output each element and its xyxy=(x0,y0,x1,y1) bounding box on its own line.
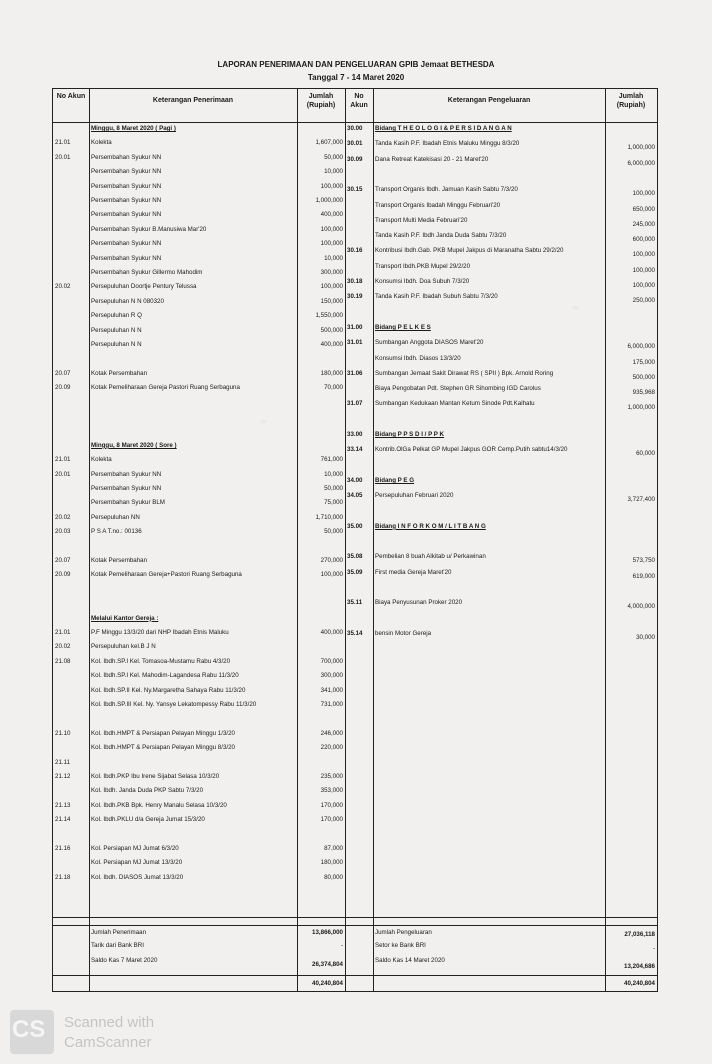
pengeluaran-amount: 100,000 xyxy=(632,266,655,274)
pengeluaran-amount: 30,000 xyxy=(636,633,655,641)
penerimaan-amount: 341,000 xyxy=(320,686,343,694)
pengeluaran-amount: 6,000,000 xyxy=(627,159,655,167)
pengeluaran-amount: 245,000 xyxy=(632,220,655,228)
header-no-akun-right: No Akun xyxy=(350,93,368,109)
penerimaan-amount: 353,000 xyxy=(320,787,343,795)
pengeluaran-amount: 175,000 xyxy=(632,358,655,366)
penerimaan-description: Kol. Ibdh.SP.I Kel. Mahodim-Lagandesa Rabu 11/3/20 xyxy=(91,672,239,680)
penerimaan-description: Persepuluhan N N 080320 xyxy=(91,297,164,305)
akun-number: 20.09 xyxy=(55,384,71,392)
pengeluaran-amount: 619,000 xyxy=(632,572,655,580)
report-date: Tanggal 7 - 14 Maret 2020 xyxy=(307,73,405,82)
akun-number: 31.07 xyxy=(347,400,363,408)
grand-total-left: 40,240,804 xyxy=(312,980,343,987)
penerimaan-amount: 180,000 xyxy=(320,859,343,867)
akun-number: 21.13 xyxy=(55,801,71,809)
stamp-mark: ▭ xyxy=(261,419,266,425)
akun-number: 20.02 xyxy=(55,513,71,521)
akun-number: 33.14 xyxy=(347,446,363,454)
akun-number: 20.07 xyxy=(55,557,71,564)
penerimaan-amount: 100,000 xyxy=(320,182,343,190)
summary-value: - xyxy=(340,942,343,949)
akun-number: 20.01 xyxy=(55,153,71,161)
penerimaan-description: Kotak Pemeliharaan Gereja Pastori Ruang Serbaguna xyxy=(91,384,240,392)
pengeluaran-amount: 100,000 xyxy=(632,251,655,259)
grand-total-right: 40,240,804 xyxy=(624,980,655,987)
akun-number: 20.03 xyxy=(55,528,71,536)
penerimaan-description: P.F Minggu 13/3/20 dari NHP Ibadah Etnis Maluku xyxy=(91,629,229,636)
akun-number: 30.18 xyxy=(347,278,363,285)
akun-number: 35.00 xyxy=(347,522,363,530)
pengeluaran-amount: 600,000 xyxy=(632,236,655,244)
penerimaan-amount: 400,000 xyxy=(320,629,343,636)
penerimaan-description: Kotak Persembahan xyxy=(91,369,148,377)
akun-number: 35.09 xyxy=(347,568,363,576)
penerimaan-description: Persembahan Syukur B.Manusiwa Mar'20 xyxy=(91,225,207,233)
summary-value: 27,036,118 xyxy=(624,931,655,938)
penerimaan-amount: 180,000 xyxy=(320,369,343,377)
penerimaan-description: Persembahan Syukur NN xyxy=(91,211,162,219)
penerimaan-amount: 1,710,000 xyxy=(315,513,343,521)
akun-number: 35.11 xyxy=(347,599,363,607)
pengeluaran-amount: 935,968 xyxy=(632,389,655,397)
report-title: LAPORAN PENERIMAAN DAN PENGELUARAN GPIB Jemaat BETHESDA xyxy=(217,60,495,69)
penerimaan-description: Minggu, 8 Maret 2020 ( Pagi ) xyxy=(91,125,176,132)
penerimaan-description: Persembahan Syukur NN xyxy=(91,254,162,262)
pengeluaran-amount: 250,000 xyxy=(632,297,655,305)
penerimaan-description: Persepuluhan R Q xyxy=(91,312,142,320)
akun-number: 20.09 xyxy=(55,571,71,579)
penerimaan-amount: 246,000 xyxy=(320,729,343,737)
penerimaan-description: Persembahan Syukur NN xyxy=(91,153,162,161)
pengeluaran-description: bensin Motor Gereja xyxy=(375,629,432,637)
pengeluaran-description: Tanda Kasih P.F. Ibadah Etnis Maluku Minggu 8/3/20 xyxy=(375,140,520,148)
penerimaan-description: Kol. Ibdh.HMPT & Persiapan Pelayan Minggu 8/3/20 xyxy=(91,744,236,752)
penerimaan-amount: 75,000 xyxy=(324,499,343,507)
akun-number: 30.00 xyxy=(347,125,363,132)
header-jumlah-right: Jumlah (Rupiah) xyxy=(616,93,646,109)
penerimaan-description: Kol. Ibdh.SP.I Kel. Tomasoa-Mustamu Rabu 4/3/20 xyxy=(91,657,231,665)
akun-number: 34.05 xyxy=(347,492,363,500)
akun-number: 21.18 xyxy=(55,873,71,881)
pengeluaran-amount: 1,000,000 xyxy=(627,404,655,412)
akun-number: 35.14 xyxy=(347,629,363,637)
penerimaan-amount: 87,000 xyxy=(324,845,343,852)
penerimaan-amount: 100,000 xyxy=(320,225,343,233)
penerimaan-description: Kol. Persiapan MJ Jumat 6/3/20 xyxy=(91,845,179,852)
akun-number: 35.08 xyxy=(347,553,363,561)
penerimaan-description: Persembahan Syukur Gillermo Mahodim xyxy=(91,269,203,276)
penerimaan-amount: 10,000 xyxy=(324,168,343,176)
penerimaan-description: Kol. Ibdh.HMPT & Persiapan Pelayan Minggu 1/3/20 xyxy=(91,729,236,737)
penerimaan-description: Kotak Pemeliharaan Gereja+Pastori Ruang Serbaguna xyxy=(91,571,242,579)
penerimaan-description: Kol. Persiapan MJ Jumat 13/3/20 xyxy=(91,859,183,867)
penerimaan-description: Kol. Ibdh.SP.III Kel. Ny. Yansye Lekatompessy Rabu 11/3/20 xyxy=(91,701,257,708)
header-keterangan-pengeluaran: Keterangan Pengeluaran xyxy=(447,97,531,104)
akun-number: 21.10 xyxy=(55,729,71,737)
pengeluaran-amount: 100,000 xyxy=(632,282,655,289)
penerimaan-amount: 400,000 xyxy=(320,341,343,348)
akun-number: 30.19 xyxy=(347,293,363,301)
penerimaan-amount: 70,000 xyxy=(324,384,343,392)
penerimaan-description: Kol. Ibdh.PKLU d/a Gereja Jumat 15/3/20 xyxy=(91,816,205,824)
penerimaan-amount: 100,000 xyxy=(320,283,343,291)
report-table xyxy=(52,88,658,992)
akun-number: 21.01 xyxy=(55,629,71,636)
akun-number: 20.02 xyxy=(55,643,71,651)
penerimaan-description: Kol. Ibdh. DIASOS Jumat 13/3/20 xyxy=(91,873,184,881)
pengeluaran-description: First media Gereja Maret'20 xyxy=(375,568,452,576)
pengeluaran-description: Bidang P E L K E S xyxy=(375,323,431,331)
akun-number: 31.01 xyxy=(347,339,363,347)
penerimaan-description: Kol. Ibdh. Janda Duda PKP Sabtu 7/3/20 xyxy=(91,787,204,795)
summary-label: Tarik dari Bank BRI xyxy=(91,942,144,949)
penerimaan-description: Minggu, 8 Maret 2020 ( Sore ) xyxy=(91,441,177,449)
penerimaan-description: Kol. Ibdh.PKP Ibu Irene Sijabat Selasa 10/3/20 xyxy=(91,773,220,780)
pengeluaran-amount: 573,750 xyxy=(632,557,655,565)
pengeluaran-description: Konsumsi Ibdh. Doa Subuh 7/3/20 xyxy=(375,278,470,285)
pengeluaran-description: Transport Ibdh.PKB Mupel 29/2/20 xyxy=(375,262,471,270)
summary-label: Saldo Kas 7 Maret 2020 xyxy=(91,957,158,964)
akun-number: 21.11 xyxy=(55,758,71,766)
akun-number: 20.07 xyxy=(55,369,71,377)
watermark-line1: Scanned with xyxy=(64,1014,155,1031)
pengeluaran-description: Bidang I N F O R K O M / L I T B A N G xyxy=(375,522,486,530)
akun-number: 20.02 xyxy=(55,283,71,291)
watermark-line2: CamScanner xyxy=(64,1034,152,1051)
penerimaan-amount: 50,000 xyxy=(324,528,343,536)
penerimaan-amount: 1,000,000 xyxy=(315,197,343,204)
penerimaan-amount: 80,000 xyxy=(324,873,343,881)
pengeluaran-description: Kontrib.OlGa Pelkat GP Mupel Jakpus GOR Cemp.Putih sabtu14/3/20 xyxy=(375,446,568,454)
penerimaan-amount: 300,000 xyxy=(320,269,343,276)
penerimaan-description: Persembahan Syukur NN xyxy=(91,470,162,478)
penerimaan-amount: 400,000 xyxy=(320,211,343,219)
akun-number: 21.12 xyxy=(55,773,71,780)
akun-number: 21.01 xyxy=(55,139,71,147)
akun-number: 20.01 xyxy=(55,470,71,478)
penerimaan-amount: 1,607,000 xyxy=(315,139,343,147)
akun-number: 21.01 xyxy=(55,456,71,464)
penerimaan-amount: 100,000 xyxy=(320,571,343,579)
pengeluaran-amount: 60,000 xyxy=(636,450,655,458)
penerimaan-description: Kolekta xyxy=(91,139,112,147)
penerimaan-amount: 150,000 xyxy=(320,297,343,305)
pengeluaran-description: Sumbangan Anggota DIASOS Maret'20 xyxy=(375,339,484,347)
penerimaan-amount: 300,000 xyxy=(320,672,343,680)
pengeluaran-description: Biaya Penyusunan Proker 2020 xyxy=(375,599,463,607)
penerimaan-description: Persepuluhan NN xyxy=(91,513,140,521)
penerimaan-amount: 10,000 xyxy=(324,470,343,478)
penerimaan-amount: 50,000 xyxy=(324,485,343,492)
penerimaan-description: Melalui Kantor Gereja : xyxy=(91,614,159,622)
pengeluaran-description: Sumbangan Jemaat Sakit Dirawat RS ( SPII ) Bpk. Arnold Roring xyxy=(375,369,554,377)
pengeluaran-amount: 4,000,000 xyxy=(627,603,655,611)
pengeluaran-amount: 650,000 xyxy=(632,205,655,213)
pengeluaran-description: Tanda Kasih P.F. Ibadah Subuh Sabtu 7/3/20 xyxy=(375,293,498,301)
pengeluaran-description: Transport Organis Ibadah Minggu Februari'20 xyxy=(375,201,501,209)
summary-label: Jumlah Penerimaan xyxy=(91,929,147,936)
akun-number: 21.08 xyxy=(55,657,71,665)
akun-number: 30.16 xyxy=(347,247,363,255)
akun-number: 30.15 xyxy=(347,186,363,194)
penerimaan-description: Kolekta xyxy=(91,456,112,464)
header-jumlah-left: Jumlah (Rupiah) xyxy=(306,93,336,109)
penerimaan-amount: 500,000 xyxy=(320,326,343,334)
penerimaan-amount: 50,000 xyxy=(324,153,343,161)
summary-label: Jumlah Pengeluaran xyxy=(375,929,432,936)
pengeluaran-description: Pembelian 8 buah Alkitab u/ Perkawinan xyxy=(375,553,486,561)
penerimaan-description: Kol. Ibdh.SP.II Kel. Ny.Margaretha Sahaya Rabu 11/3/20 xyxy=(91,686,246,694)
akun-number: 30.01 xyxy=(347,140,363,148)
penerimaan-description: Persepuluhan N N xyxy=(91,341,142,348)
penerimaan-amount: 10,000 xyxy=(324,254,343,262)
pengeluaran-amount: 500,000 xyxy=(632,373,655,381)
pengeluaran-description: Transport Organis Ibdh. Jamuan Kasih Sabtu 7/3/20 xyxy=(375,186,518,194)
pengeluaran-description: Biaya Pengobatan Pdt. Stephen GR Sihombing IGD Carolus xyxy=(375,385,541,393)
akun-number: 33.00 xyxy=(347,431,363,438)
penerimaan-amount: 220,000 xyxy=(320,744,343,752)
header-no-akun-left: No Akun xyxy=(56,93,86,100)
penerimaan-description: Persepuluhan N N xyxy=(91,326,142,334)
summary-label: Saldo Kas 14 Maret 2020 xyxy=(375,957,445,964)
camscanner-logo-text: CS xyxy=(12,1016,46,1043)
penerimaan-description: Persembahan Syukur NN xyxy=(91,197,162,204)
pengeluaran-amount: 100,000 xyxy=(632,190,655,198)
pengeluaran-description: Sumbangan Kedukaan Mantan Ketum Sinode Pdt.Kalhatu xyxy=(375,400,535,408)
penerimaan-description: Persepuluhan Doortje Pentury Telussa xyxy=(91,283,197,291)
penerimaan-amount: 170,000 xyxy=(320,801,343,809)
penerimaan-amount: 270,000 xyxy=(320,557,343,564)
summary-value: - xyxy=(652,945,655,952)
akun-number: 21.14 xyxy=(55,816,71,824)
pengeluaran-description: Transport Multi Media Februari'20 xyxy=(375,216,468,224)
penerimaan-amount: 700,000 xyxy=(320,657,343,665)
penerimaan-amount: 761,000 xyxy=(320,456,343,464)
pengeluaran-description: Bidang P E G xyxy=(375,476,415,484)
penerimaan-description: Persembahan Syukur NN xyxy=(91,485,162,492)
pengeluaran-amount: 6,000,000 xyxy=(627,343,655,351)
summary-value: 13,866,000 xyxy=(312,929,343,936)
pengeluaran-amount: 1,000,000 xyxy=(627,144,655,152)
header-keterangan-penerimaan: Keterangan Penerimaan xyxy=(152,97,234,104)
pengeluaran-amount: 3,727,400 xyxy=(627,496,655,504)
akun-number: 31.00 xyxy=(347,323,363,331)
penerimaan-description: Kol. Ibdh.PKB Bpk. Henry Manalu Selasa 10/3/20 xyxy=(91,801,227,809)
akun-number: 21.16 xyxy=(55,845,71,852)
penerimaan-description: Persembahan Syukur NN xyxy=(91,168,162,176)
penerimaan-amount: 235,000 xyxy=(320,773,343,780)
penerimaan-description: P S A T.no.: 00136 xyxy=(91,528,142,536)
akun-number: 31.06 xyxy=(347,369,363,377)
penerimaan-amount: 1,550,000 xyxy=(315,312,343,320)
summary-value: 13,204,686 xyxy=(624,963,655,970)
penerimaan-description: Persembahan Syukur BLM xyxy=(91,499,165,507)
penerimaan-amount: 731,000 xyxy=(320,701,343,708)
summary-label: Setor ke Bank BRI xyxy=(375,942,426,949)
pengeluaran-description: Konsumsi Ibdh. Diasos 13/3/20 xyxy=(375,354,461,362)
penerimaan-amount: 170,000 xyxy=(320,816,343,824)
akun-number: 30.09 xyxy=(347,155,363,163)
pengeluaran-description: Dana Retreat Katekisasi 20 - 21 Maret'20 xyxy=(375,155,489,163)
summary-value: 26,374,804 xyxy=(312,961,343,968)
penerimaan-description: Persembahan Syukur NN xyxy=(91,240,162,248)
stamp-mark: ▭ xyxy=(573,305,578,311)
penerimaan-amount: 100,000 xyxy=(320,240,343,248)
akun-number: 34.00 xyxy=(347,476,363,484)
pengeluaran-description: Persepuluhan Februari 2020 xyxy=(375,492,454,500)
penerimaan-description: Kotak Persembahan xyxy=(91,557,148,564)
pengeluaran-description: Bidang P P S D I / P P K xyxy=(375,431,445,438)
pengeluaran-description: Kontribusi Ibdh.Gab. PKB Mupel Jakpus di Maranatha Sabtu 29/2/20 xyxy=(375,247,564,255)
penerimaan-description: Persepuluhan kel.B J N xyxy=(91,643,156,651)
pengeluaran-description: Bidang T H E O L O G I & P E R S I D A N G A N xyxy=(375,125,512,132)
pengeluaran-description: Tanda Kasih P.F. Ibdh Janda Duda Sabtu 7/3/20 xyxy=(375,232,507,240)
penerimaan-description: Persembahan Syukur NN xyxy=(91,182,162,190)
